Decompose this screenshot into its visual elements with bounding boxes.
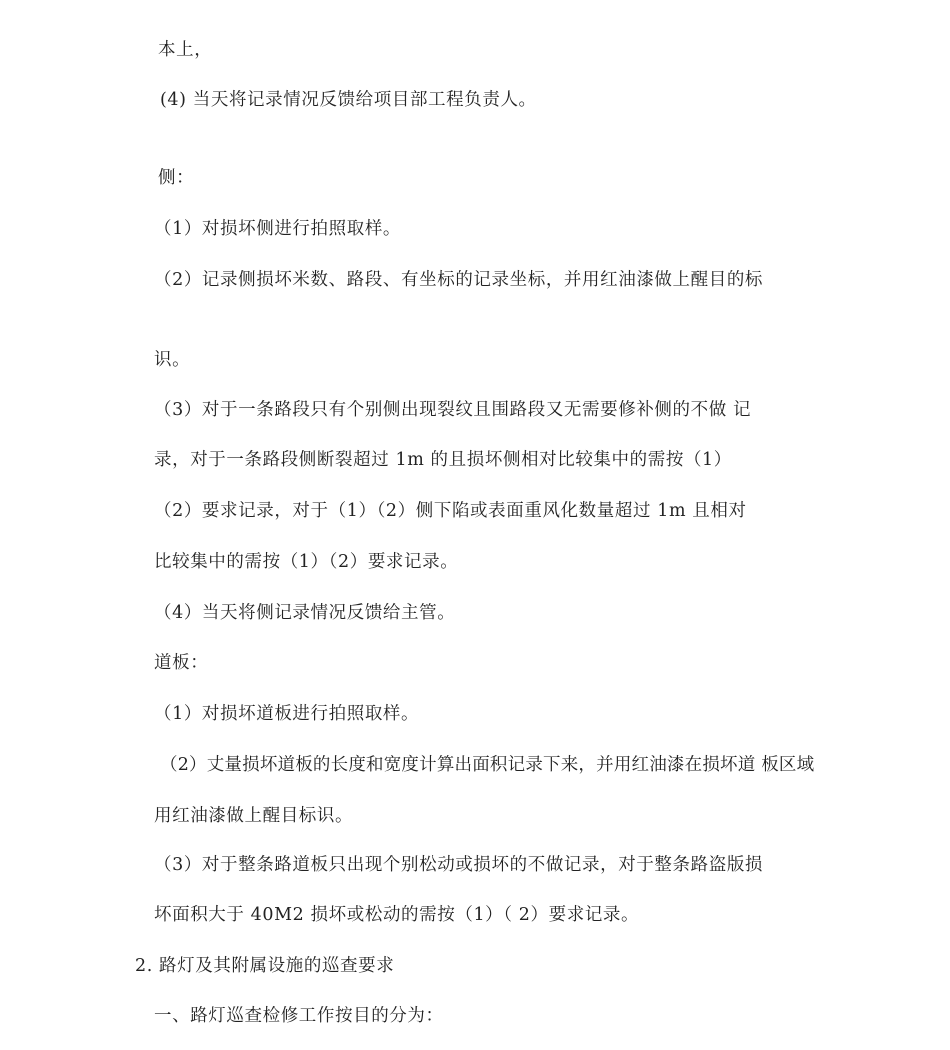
text-line-8: 录，对于一条路段侧断裂超过 1m 的且损坏侧相对比较集中的需按（1） bbox=[154, 449, 732, 470]
text-line-1: 本上， bbox=[158, 39, 213, 60]
text-line-11: （4）当天将侧记录情况反馈给主管。 bbox=[154, 602, 456, 623]
text-line-16: （3）对于整条路道板只出现个别松动或损坏的不做记录，对于整条路盗版损 bbox=[154, 854, 764, 875]
text-line-17: 坏面积大于 40M2 损坏或松动的需按（1）（ 2）要求记录。 bbox=[154, 904, 640, 925]
text-line-14: （2）丈量损坏道板的长度和宽度计算出面积记录下来，并用红油漆在损坏道 板区域 bbox=[160, 754, 815, 775]
text-line-10: 比较集中的需按（1）（2）要求记录。 bbox=[154, 551, 459, 572]
text-line-9: （2）要求记录，对于（1）（2）侧下陷或表面重风化数量超过 1m 且相对 bbox=[154, 500, 747, 521]
text-line-4: （1）对损坏侧进行拍照取样。 bbox=[154, 218, 402, 239]
text-line-5: （2）记录侧损坏米数、路段、有坐标的记录坐标，并用红油漆做上醒目的标 bbox=[154, 269, 764, 290]
text-line-7: （3）对于一条路段只有个别侧出现裂纹且围路段又无需要修补侧的不做 记 bbox=[154, 399, 752, 420]
text-line-15: 用红油漆做上醒目标识。 bbox=[154, 805, 354, 826]
section-heading: 2. 路灯及其附属设施的巡查要求 bbox=[135, 955, 395, 976]
text-line-6: 识。 bbox=[154, 349, 191, 370]
text-line-13: （1）对损坏道板进行拍照取样。 bbox=[154, 703, 420, 724]
text-line-12: 道板： bbox=[154, 652, 209, 673]
text-line-19: 一、路灯巡查检修工作按目的分为： bbox=[154, 1005, 444, 1026]
text-line-2: (4) 当天将记录情况反馈给项目部工程负责人。 bbox=[160, 89, 537, 110]
text-line-3: 侧： bbox=[158, 167, 195, 188]
